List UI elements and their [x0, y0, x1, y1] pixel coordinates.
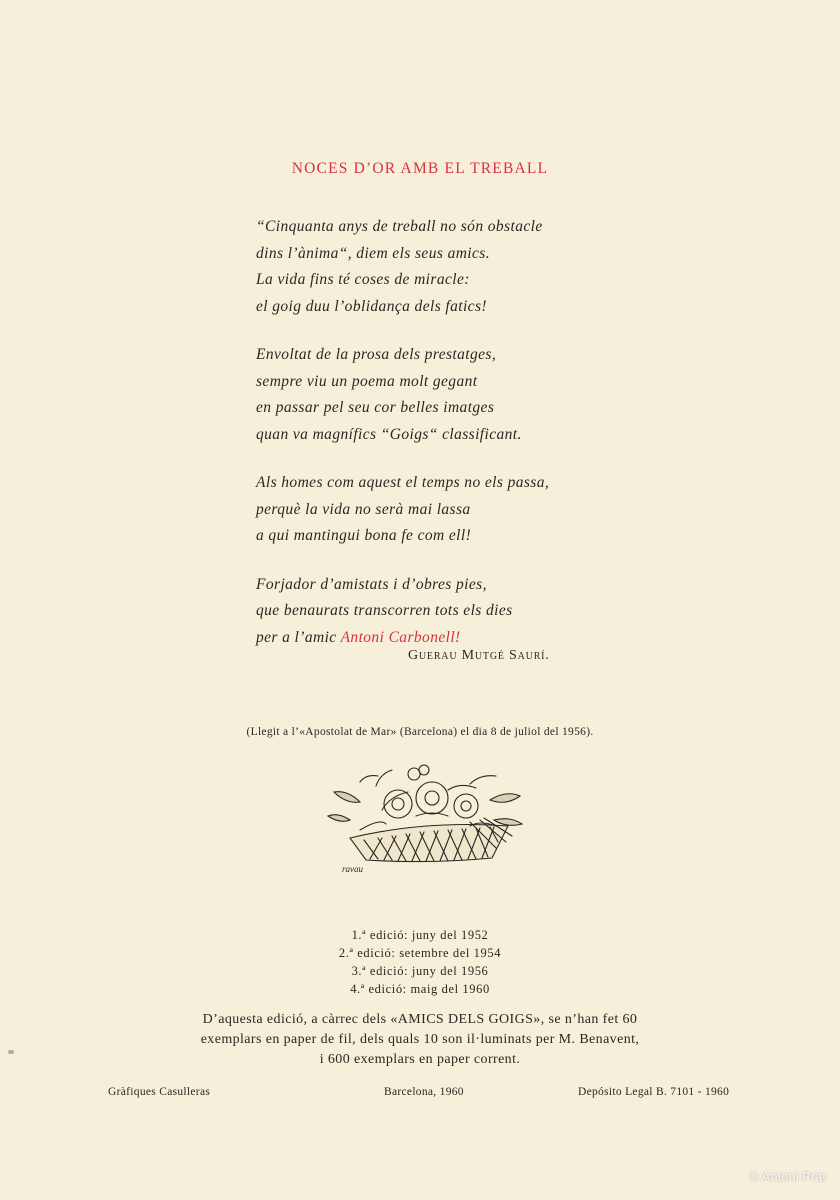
poem-line: en passar pel seu cor belles imatges: [256, 399, 495, 416]
poem-line: dins l’ànima“, diem els seus amics.: [256, 244, 491, 262]
poem-line: el goig duu l’oblidança dels fatics!: [256, 297, 487, 315]
stanza-2: [256, 342, 636, 448]
stanza-4: [256, 572, 636, 652]
poem-line: Envoltat de la prosa dels prestatges,: [256, 346, 497, 363]
dedicatee-name: Antoni Carbonell!: [340, 628, 461, 646]
reading-note: (Llegit a l’«Apostolat de Mar» (Barcelona) el dia 8 de juliol del 1956).: [246, 726, 594, 738]
author-signature: Guerau Mutgé Saurí.: [408, 648, 550, 663]
poem-line: perquè la vida no serà mai lassa: [256, 500, 471, 518]
footer-printer: Gràfiques Casulleras: [108, 1086, 211, 1098]
footer-legal-deposit: Depósito Legal B. 7101 - 1960: [578, 1086, 730, 1098]
print-run-statement: [0, 1010, 840, 1070]
poem-line: Als homes com aquest el temps no els passa,: [256, 474, 550, 491]
paper-mark: [8, 1050, 14, 1054]
poem-line: quan va magnífics “Goigs“ classificant.: [256, 425, 522, 443]
poem-line: que benaurats transcorren tots els dies: [256, 602, 513, 619]
stanza-3: [256, 470, 636, 550]
edition-line: 1.ª edició: juny del 1952: [351, 928, 489, 942]
artist-monogram: ravau: [342, 864, 363, 874]
copyright-watermark: © Antoni Prat: [749, 1169, 826, 1184]
stanza-1: [256, 214, 636, 320]
edition-line: 3.ª edició: juny del 1956: [351, 964, 489, 978]
poem-line: La vida fins té coses de miracle:: [256, 271, 470, 288]
edition-line: 4.ª edició: maig del 1960: [350, 982, 490, 996]
poem-line: Forjador d’amistats i d’obres pies,: [256, 575, 487, 593]
statement-line: exemplars en paper de fil, dels quals 10 son il·luminats per M. Benavent,: [200, 1032, 640, 1047]
edition-list: [0, 926, 840, 998]
poem-line: sempre viu un poema molt gegant: [256, 372, 478, 390]
footer-place-date: Barcelona, 1960: [384, 1086, 464, 1098]
flower-basket-vignette: [320, 760, 530, 880]
statement-line: D’aquesta edició, a càrrec dels «AMICS DELS GOIGS», se n’han fet 60: [202, 1012, 638, 1027]
dedication-prefix: per a l’amic: [256, 628, 341, 646]
statement-line: i 600 exemplars en paper corrent.: [319, 1052, 521, 1067]
poem-title: NOCES D’OR AMB EL TREBALL: [291, 160, 549, 177]
edition-line: 2.ª edició: setembre del 1954: [338, 946, 502, 960]
poem: [256, 214, 636, 673]
poem-line: a qui mantingui bona fe com ell!: [256, 527, 472, 544]
poem-line: “Cinquanta anys de treball no són obstacle: [256, 218, 543, 235]
